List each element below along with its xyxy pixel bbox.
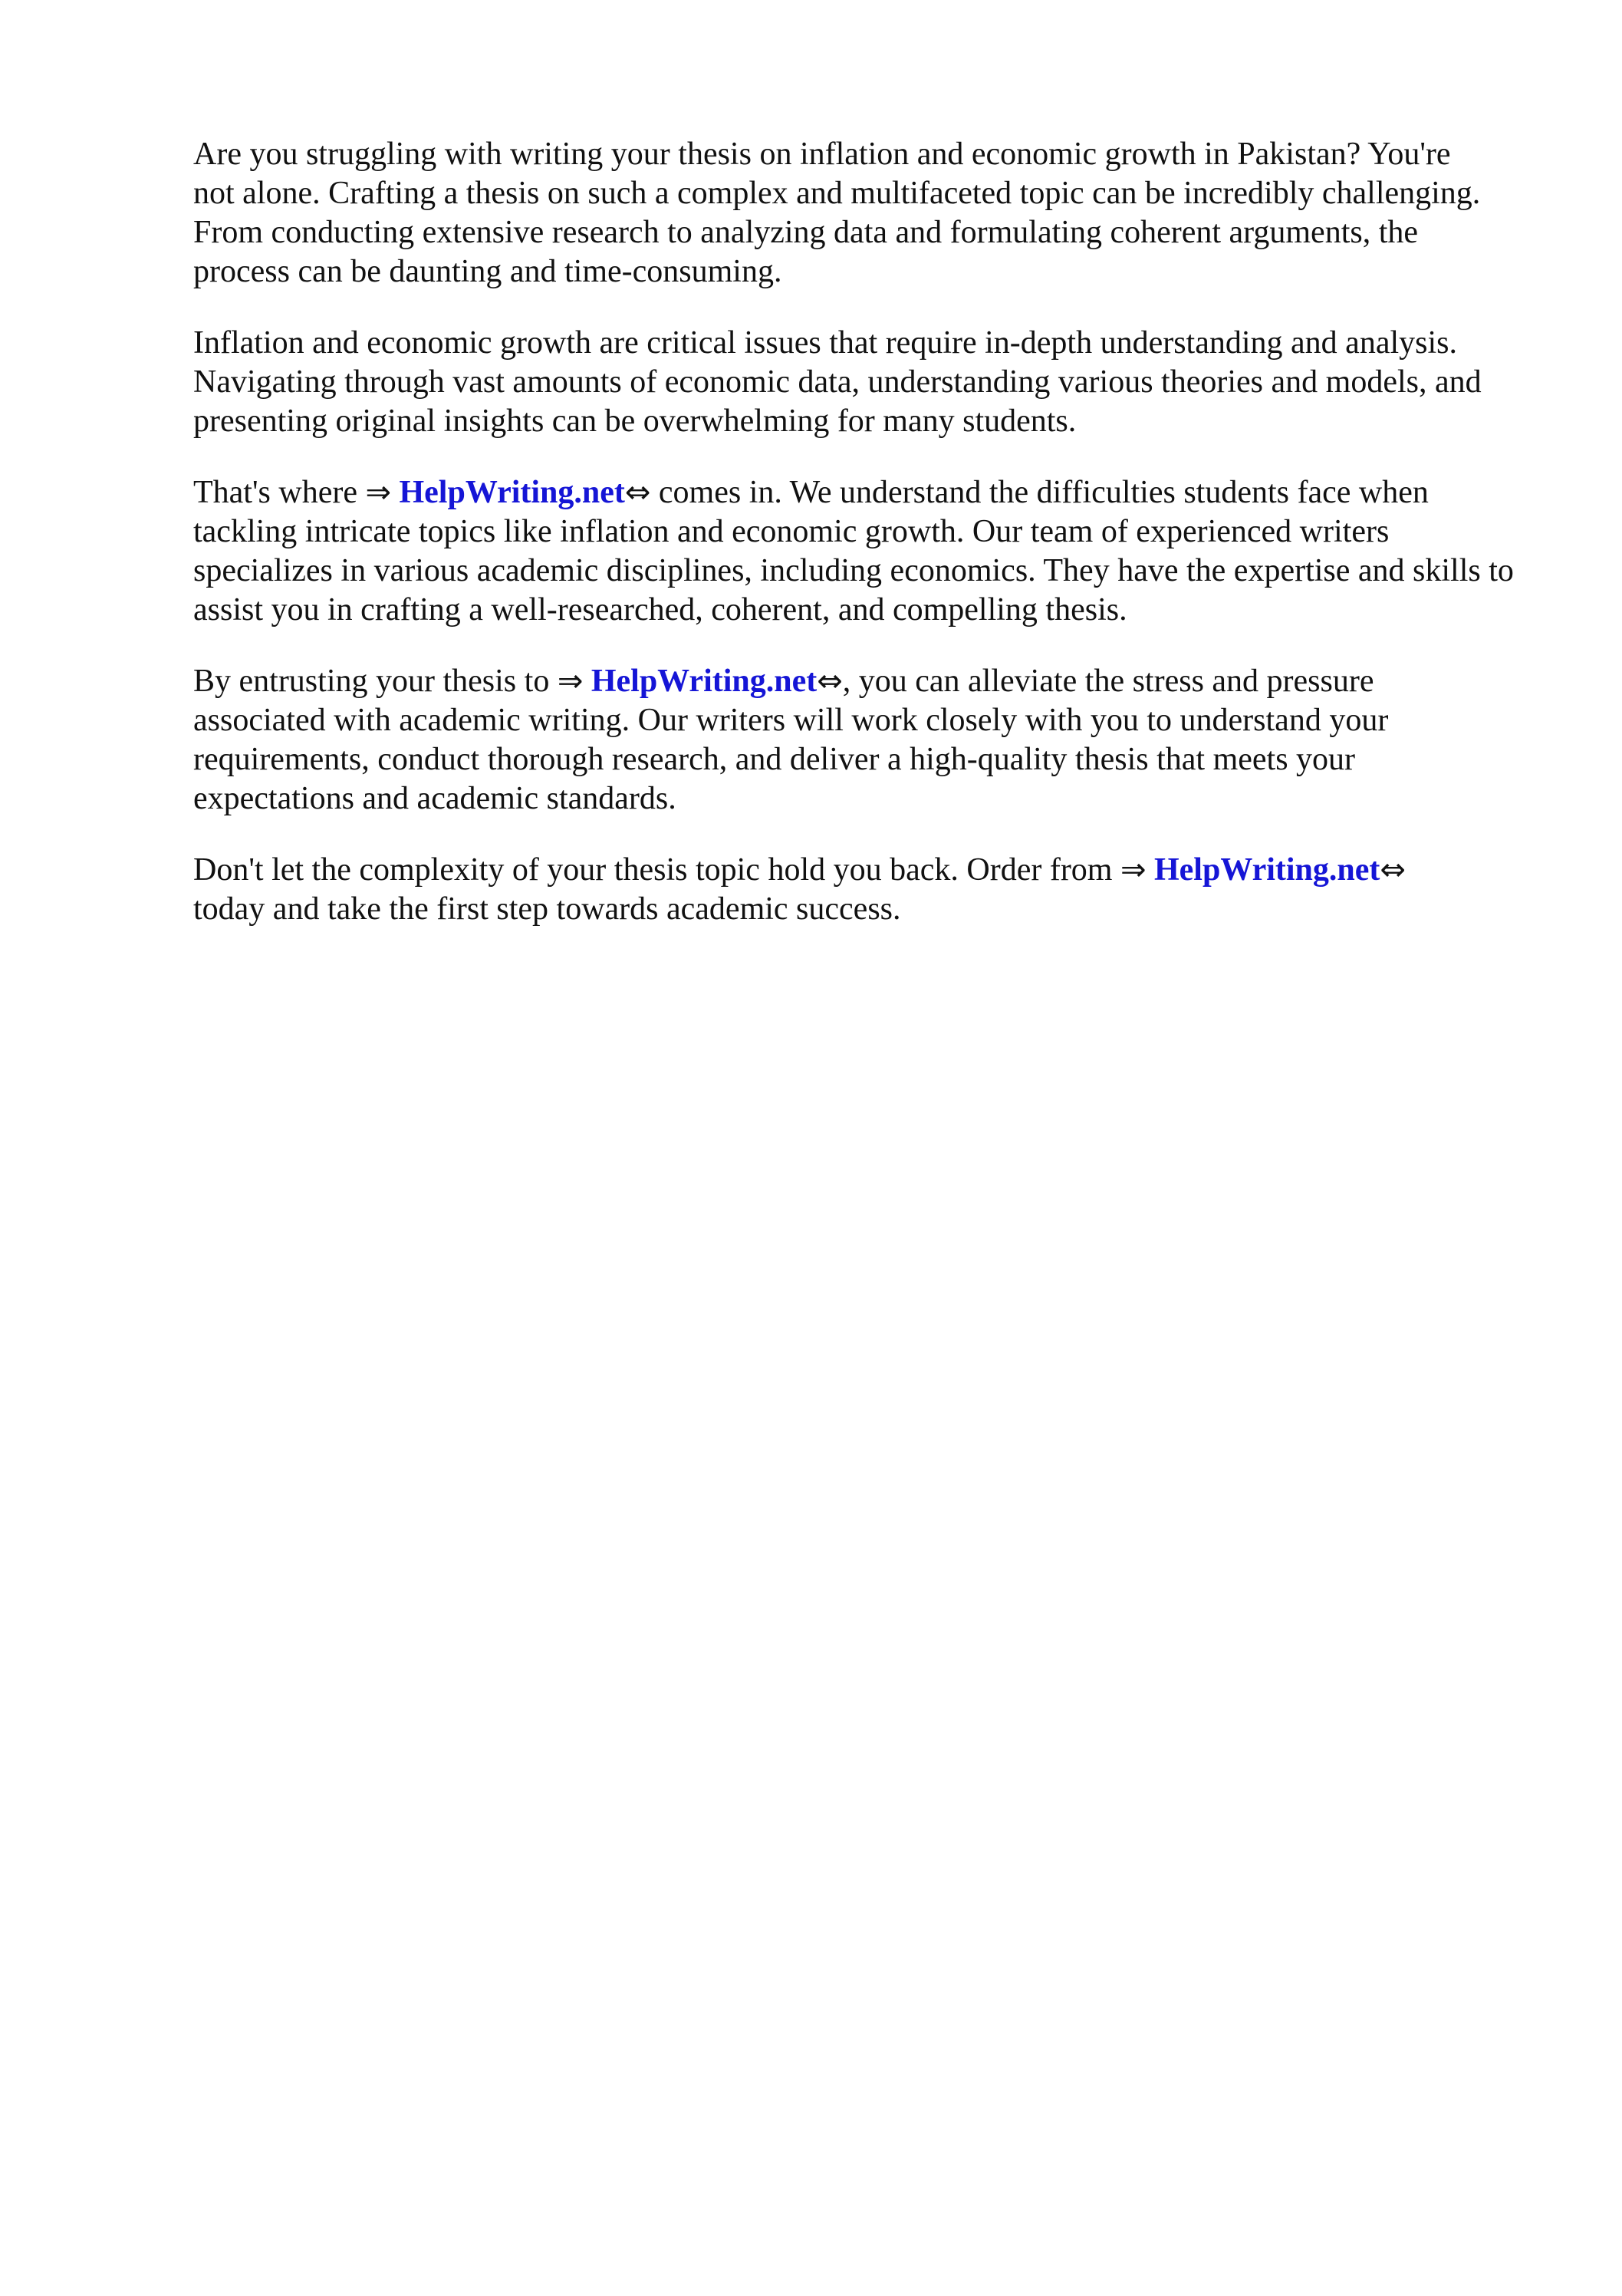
right-double-arrow-icon: ⇒ [1120,852,1147,888]
right-double-arrow-icon: ⇒ [365,475,391,510]
helpwriting-link-group [365,475,650,510]
document-body [193,135,1558,961]
paragraph-context: Inflation and economic growth are critical issues that require in-depth understanding and analysis. Navigating through vast amounts of economic data, understanding various theories and models, and presenting original insights can be overwhelming for many students. [193,325,1482,439]
left-right-double-arrow-icon: ⇔ [817,664,843,699]
helpwriting-link[interactable]: HelpWriting.net [1154,852,1380,888]
paragraph-order-after: today and take the first step towards academic success. [193,891,901,927]
helpwriting-link-group [1120,852,1406,888]
paragraph-intro: Are you struggling with writing your thesis on inflation and economic growth in Pakistan? You're not alone. Crafting a thesis on such a complex and multifaceted topic can be incredibly challenging. From conducting extensive research to analyzing data and formulating coherent arguments, the process can be daunting and time-consuming. [193,137,1481,289]
paragraph-service [193,473,1558,630]
helpwriting-link[interactable]: HelpWriting.net [399,475,625,510]
paragraph-service-before: That's where [193,475,366,510]
paragraph-order [193,851,1558,929]
helpwriting-link-group [558,664,843,699]
left-right-double-arrow-icon: ⇔ [624,475,651,510]
paragraph-service-after: comes in. We understand the difficulties students face when tackling intricate topics like inflation and economic growth. Our team of experienced writers specializes in various academic disciplines, including economics. They have the expertise and skills to assist you in crafting a well-researched, coherent, and compelling thesis. [193,475,1514,628]
paragraph-entrust [193,662,1558,819]
helpwriting-link[interactable]: HelpWriting.net [591,664,818,699]
left-right-double-arrow-icon: ⇔ [1380,852,1406,888]
paragraph-entrust-after: , you can alleviate the stress and pressure associated with academic writing. Our writers will work closely with you to understand your requirements, conduct thorough research, and deliver a high-quality thesis that meets your expectations and academic standards. [193,664,1389,816]
right-double-arrow-icon: ⇒ [557,664,584,699]
paragraph-order-before: Don't let the complexity of your thesis topic hold you back. Order from [193,852,1120,888]
paragraph-entrust-before: By entrusting your thesis to [193,664,558,699]
